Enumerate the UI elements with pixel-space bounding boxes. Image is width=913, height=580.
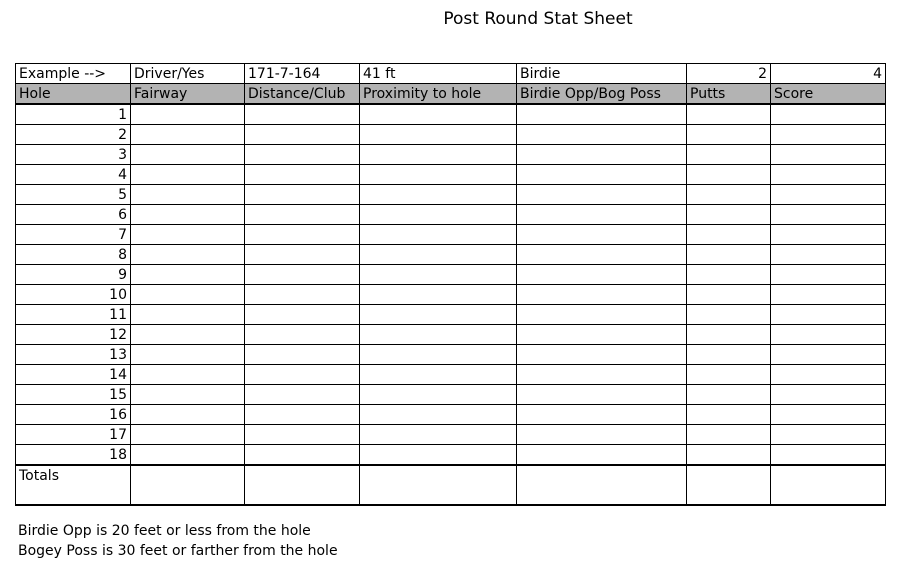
hole-row <box>16 265 886 285</box>
hole-fairway-cell[interactable] <box>131 305 245 325</box>
hole-putts-cell[interactable] <box>687 425 771 445</box>
hole-distance-cell[interactable] <box>245 305 360 325</box>
hole-row <box>16 104 886 125</box>
hole-score-cell[interactable] <box>771 365 886 385</box>
hole-birdie-bogey-cell[interactable] <box>517 125 687 145</box>
hole-row <box>16 285 886 305</box>
hole-proximity-cell[interactable] <box>360 205 517 225</box>
header-row <box>16 84 886 105</box>
hole-birdie-bogey-cell[interactable] <box>517 205 687 225</box>
hole-proximity-cell[interactable] <box>360 325 517 345</box>
hole-row <box>16 345 886 365</box>
hole-number: 3 <box>16 145 131 165</box>
hole-fairway-cell[interactable] <box>131 385 245 405</box>
hole-fairway-cell[interactable] <box>131 125 245 145</box>
totals-score-cell[interactable] <box>771 465 886 485</box>
hole-putts-cell[interactable] <box>687 145 771 165</box>
hole-birdie-bogey-cell[interactable] <box>517 305 687 325</box>
hole-row <box>16 205 886 225</box>
hole-score-cell[interactable] <box>771 145 886 165</box>
hole-number: 4 <box>16 165 131 185</box>
hole-distance-cell[interactable] <box>245 245 360 265</box>
hole-putts-cell[interactable] <box>687 385 771 405</box>
hole-fairway-cell[interactable] <box>131 345 245 365</box>
header-score: Score <box>771 84 886 105</box>
notes <box>18 521 338 561</box>
hole-number: 11 <box>16 305 131 325</box>
hole-number: 8 <box>16 245 131 265</box>
hole-row <box>16 445 886 466</box>
hole-birdie-bogey-cell[interactable] <box>517 285 687 305</box>
hole-number: 2 <box>16 125 131 145</box>
hole-birdie-bogey-cell[interactable] <box>517 104 687 125</box>
hole-birdie-bogey-cell[interactable] <box>517 445 687 466</box>
totals-value-hole-cell[interactable] <box>16 485 131 505</box>
hole-score-cell[interactable] <box>771 265 886 285</box>
hole-score-cell[interactable] <box>771 345 886 365</box>
hole-putts-cell[interactable] <box>687 165 771 185</box>
hole-distance-cell[interactable] <box>245 365 360 385</box>
totals-value-putts-cell[interactable] <box>687 485 771 505</box>
hole-number: 13 <box>16 345 131 365</box>
hole-distance-cell[interactable] <box>245 425 360 445</box>
hole-proximity-cell[interactable] <box>360 445 517 466</box>
hole-fairway-cell[interactable] <box>131 225 245 245</box>
hole-score-cell[interactable] <box>771 385 886 405</box>
hole-row <box>16 325 886 345</box>
hole-row <box>16 405 886 425</box>
totals-label: Totals <box>16 465 131 485</box>
example-proximity-cell: 41 ft <box>360 64 517 84</box>
hole-distance-cell[interactable] <box>245 145 360 165</box>
sheet-title: Post Round Stat Sheet <box>443 9 633 29</box>
hole-distance-cell[interactable] <box>245 185 360 205</box>
hole-putts-cell[interactable] <box>687 104 771 125</box>
totals-birdie-cell[interactable] <box>517 465 687 485</box>
hole-row <box>16 185 886 205</box>
hole-proximity-cell[interactable] <box>360 405 517 425</box>
hole-score-cell[interactable] <box>771 405 886 425</box>
hole-distance-cell[interactable] <box>245 325 360 345</box>
hole-fairway-cell[interactable] <box>131 185 245 205</box>
hole-fairway-cell[interactable] <box>131 425 245 445</box>
hole-distance-cell[interactable] <box>245 225 360 245</box>
hole-distance-cell[interactable] <box>245 125 360 145</box>
hole-proximity-cell[interactable] <box>360 145 517 165</box>
hole-score-cell[interactable] <box>771 305 886 325</box>
hole-putts-cell[interactable] <box>687 285 771 305</box>
hole-row <box>16 305 886 325</box>
hole-distance-cell[interactable] <box>245 285 360 305</box>
hole-distance-cell[interactable] <box>245 405 360 425</box>
hole-row <box>16 365 886 385</box>
hole-putts-cell[interactable] <box>687 325 771 345</box>
hole-distance-cell[interactable] <box>245 104 360 125</box>
hole-row <box>16 225 886 245</box>
hole-proximity-cell[interactable] <box>360 365 517 385</box>
hole-number: 1 <box>16 104 131 125</box>
hole-score-cell[interactable] <box>771 165 886 185</box>
example-hole-cell: Example --> <box>16 64 131 84</box>
hole-distance-cell[interactable] <box>245 445 360 466</box>
hole-putts-cell[interactable] <box>687 405 771 425</box>
hole-score-cell[interactable] <box>771 125 886 145</box>
hole-score-cell[interactable] <box>771 245 886 265</box>
hole-row <box>16 245 886 265</box>
hole-birdie-bogey-cell[interactable] <box>517 425 687 445</box>
totals-fairway-cell[interactable] <box>131 465 245 485</box>
hole-fairway-cell[interactable] <box>131 325 245 345</box>
header-distance-club: Distance/Club <box>245 84 360 105</box>
hole-number: 18 <box>16 445 131 466</box>
hole-fairway-cell[interactable] <box>131 405 245 425</box>
example-score-cell: 4 <box>771 64 886 84</box>
hole-putts-cell[interactable] <box>687 125 771 145</box>
header-fairway: Fairway <box>131 84 245 105</box>
hole-birdie-bogey-cell[interactable] <box>517 325 687 345</box>
hole-fairway-cell[interactable] <box>131 205 245 225</box>
hole-birdie-bogey-cell[interactable] <box>517 185 687 205</box>
example-distance-cell: 171-7-164 <box>245 64 360 84</box>
hole-score-cell[interactable] <box>771 445 886 466</box>
hole-birdie-bogey-cell[interactable] <box>517 405 687 425</box>
hole-birdie-bogey-cell[interactable] <box>517 345 687 365</box>
hole-distance-cell[interactable] <box>245 165 360 185</box>
bogey-poss-note: Bogey Poss is 30 feet or farther from the hole <box>18 543 338 559</box>
hole-number: 12 <box>16 325 131 345</box>
totals-value-score-cell[interactable] <box>771 485 886 505</box>
hole-proximity-cell[interactable] <box>360 125 517 145</box>
hole-fairway-cell[interactable] <box>131 245 245 265</box>
hole-putts-cell[interactable] <box>687 345 771 365</box>
hole-proximity-cell[interactable] <box>360 425 517 445</box>
hole-putts-cell[interactable] <box>687 445 771 466</box>
totals-row <box>16 465 886 485</box>
hole-score-cell[interactable] <box>771 185 886 205</box>
hole-number: 6 <box>16 205 131 225</box>
hole-row <box>16 165 886 185</box>
hole-putts-cell[interactable] <box>687 205 771 225</box>
hole-proximity-cell[interactable] <box>360 104 517 125</box>
example-row <box>16 64 886 84</box>
hole-proximity-cell[interactable] <box>360 385 517 405</box>
hole-birdie-bogey-cell[interactable] <box>517 145 687 165</box>
hole-proximity-cell[interactable] <box>360 345 517 365</box>
example-fairway-cell: Driver/Yes <box>131 64 245 84</box>
hole-putts-cell[interactable] <box>687 365 771 385</box>
hole-number: 17 <box>16 425 131 445</box>
example-birdie-cell: Birdie <box>517 64 687 84</box>
totals-value-proximity-cell[interactable] <box>360 485 517 505</box>
hole-row <box>16 145 886 165</box>
birdie-opp-note: Birdie Opp is 20 feet or less from the hole <box>18 523 311 539</box>
hole-number: 14 <box>16 365 131 385</box>
hole-number: 7 <box>16 225 131 245</box>
hole-fairway-cell[interactable] <box>131 445 245 466</box>
hole-fairway-cell[interactable] <box>131 165 245 185</box>
hole-number: 16 <box>16 405 131 425</box>
stat-table <box>15 63 886 506</box>
hole-score-cell[interactable] <box>771 104 886 125</box>
hole-proximity-cell[interactable] <box>360 265 517 285</box>
hole-score-cell[interactable] <box>771 285 886 305</box>
hole-putts-cell[interactable] <box>687 185 771 205</box>
hole-number: 5 <box>16 185 131 205</box>
hole-number: 15 <box>16 385 131 405</box>
hole-row <box>16 385 886 405</box>
header-proximity: Proximity to hole <box>360 84 517 105</box>
example-putts-cell: 2 <box>687 64 771 84</box>
hole-score-cell[interactable] <box>771 205 886 225</box>
header-birdie-bogey: Birdie Opp/Bog Poss <box>517 84 687 105</box>
hole-number: 9 <box>16 265 131 285</box>
hole-birdie-bogey-cell[interactable] <box>517 265 687 285</box>
hole-distance-cell[interactable] <box>245 345 360 365</box>
hole-proximity-cell[interactable] <box>360 285 517 305</box>
hole-birdie-bogey-cell[interactable] <box>517 225 687 245</box>
totals-value-fairway-cell[interactable] <box>131 485 245 505</box>
hole-putts-cell[interactable] <box>687 245 771 265</box>
hole-birdie-bogey-cell[interactable] <box>517 165 687 185</box>
hole-proximity-cell[interactable] <box>360 185 517 205</box>
totals-putts-cell[interactable] <box>687 465 771 485</box>
totals-proximity-cell[interactable] <box>360 465 517 485</box>
hole-row <box>16 425 886 445</box>
hole-score-cell[interactable] <box>771 225 886 245</box>
hole-score-cell[interactable] <box>771 425 886 445</box>
hole-fairway-cell[interactable] <box>131 145 245 165</box>
totals-distance-cell[interactable] <box>245 465 360 485</box>
totals-value-distance-cell[interactable] <box>245 485 360 505</box>
hole-fairway-cell[interactable] <box>131 285 245 305</box>
hole-birdie-bogey-cell[interactable] <box>517 245 687 265</box>
hole-fairway-cell[interactable] <box>131 104 245 125</box>
hole-fairway-cell[interactable] <box>131 265 245 285</box>
hole-putts-cell[interactable] <box>687 225 771 245</box>
hole-distance-cell[interactable] <box>245 385 360 405</box>
hole-number: 10 <box>16 285 131 305</box>
hole-row <box>16 125 886 145</box>
totals-value-row <box>16 485 886 505</box>
hole-score-cell[interactable] <box>771 325 886 345</box>
hole-birdie-bogey-cell[interactable] <box>517 365 687 385</box>
hole-putts-cell[interactable] <box>687 265 771 285</box>
hole-distance-cell[interactable] <box>245 205 360 225</box>
hole-proximity-cell[interactable] <box>360 165 517 185</box>
hole-proximity-cell[interactable] <box>360 225 517 245</box>
hole-putts-cell[interactable] <box>687 305 771 325</box>
hole-proximity-cell[interactable] <box>360 245 517 265</box>
hole-distance-cell[interactable] <box>245 265 360 285</box>
hole-fairway-cell[interactable] <box>131 365 245 385</box>
hole-birdie-bogey-cell[interactable] <box>517 385 687 405</box>
totals-value-birdie-cell[interactable] <box>517 485 687 505</box>
hole-proximity-cell[interactable] <box>360 305 517 325</box>
header-hole: Hole <box>16 84 131 105</box>
header-putts: Putts <box>687 84 771 105</box>
